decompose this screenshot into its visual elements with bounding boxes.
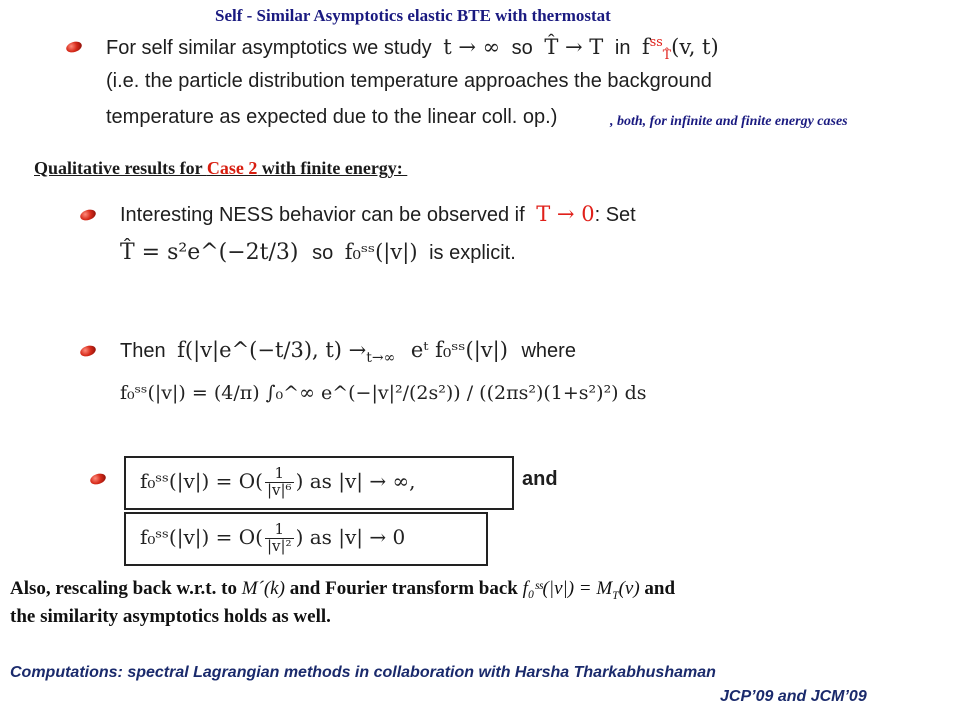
- item1-line-1: [120, 202, 636, 227]
- item1-text-explicit: is explicit.: [429, 242, 516, 264]
- intro-note: , both, for infinite and finite energy cases: [610, 114, 848, 129]
- intro-math-f-ss: $f^{ss}_{T̂}(v$, t): [642, 34, 719, 63]
- conclusion-line-1: Also, rescaling back w.r.t. to M´(k) and Fourier transform back f₀ˢˢ(|v|) = $M_T(v)$ and: [10, 578, 676, 602]
- item2-math-limit: f(|v|e^(−t/3), $t) \to_{t\to\infty}$: [177, 338, 396, 367]
- bullet-icon: [65, 40, 83, 54]
- slide-title: Self - Similar Asymptotics elastic BTE with thermostat: [215, 6, 611, 25]
- bullet-icon: [89, 472, 107, 486]
- conclusion-mk: M´(k): [241, 578, 285, 599]
- item1-line-2: [120, 240, 516, 265]
- intro-line-3: temperature as expected due to the linear coll. op.): [106, 106, 558, 128]
- section-heading: [34, 158, 407, 179]
- item2-text-then: Then: [120, 340, 166, 362]
- box1-formula: f₀ˢˢ(|v|) = O( $\frac{1}{\text{|v|⁶}}$ ) as |v| → ∞,: [140, 464, 416, 499]
- intro-text-a: For self similar asymptotics we study: [106, 37, 432, 59]
- asymptotic-box-large-v: [124, 456, 514, 510]
- intro-line-1: [106, 34, 719, 62]
- conclusion-formula: f₀ˢˢ(|v|) = $M_T(v)$: [522, 578, 640, 602]
- item1-math-t-to-zero: T → 0: [536, 202, 595, 226]
- credits-line-2: JCP’09 and JCM’09: [720, 688, 867, 705]
- heading-prefix: Qualitative results for: [34, 158, 207, 178]
- box2-formula: f₀ˢˢ(|v|) = O( $\frac{1}{\text{|v|²}}$ ) as |v| → 0: [140, 520, 406, 555]
- item1-text-a: Interesting NESS behavior can be observed if: [120, 204, 525, 226]
- intro-line-2: (i.e. the particle distribution temperature approaches the background: [106, 70, 712, 92]
- heading-case: Case 2: [206, 158, 258, 178]
- intro-math-t-infinity: t → ∞: [443, 35, 501, 59]
- intro-math-that-to-t: T̂ → T: [544, 35, 604, 59]
- item1-text-so: so: [312, 242, 334, 264]
- item2-line-1: [120, 338, 576, 366]
- conclusion-line-2: the similarity asymptotics holds as well.: [10, 606, 331, 627]
- item1-text-set: : Set: [594, 204, 636, 226]
- item1-math-that: T̂ = s²e^(−2t/3): [120, 240, 299, 265]
- bullet-icon: [79, 208, 97, 222]
- credits-line-1: Computations: spectral Lagrangian methods in collaboration with Harsha Tharkabhushaman: [10, 664, 716, 681]
- item2-math-et-f0ss: eᵗ f₀ˢˢ(|v|): [410, 338, 508, 362]
- intro-text-in: in: [614, 37, 631, 59]
- bullet-icon: [79, 344, 97, 358]
- item1-math-f0ss: f₀ˢˢ(|v|): [344, 240, 418, 264]
- intro-text-so: so: [511, 37, 533, 59]
- item2-text-where: where: [521, 340, 576, 362]
- item2-integral-formula: f₀ˢˢ(|v|) = (4/π) ∫₀^∞ e^(−|v|²/(2s²)) / ((2πs²)(1+s²)²) ds: [120, 382, 647, 404]
- asymptotic-box-small-v: [124, 512, 488, 566]
- item3-text-and: and: [522, 468, 558, 490]
- heading-suffix: with finite energy:: [257, 158, 408, 178]
